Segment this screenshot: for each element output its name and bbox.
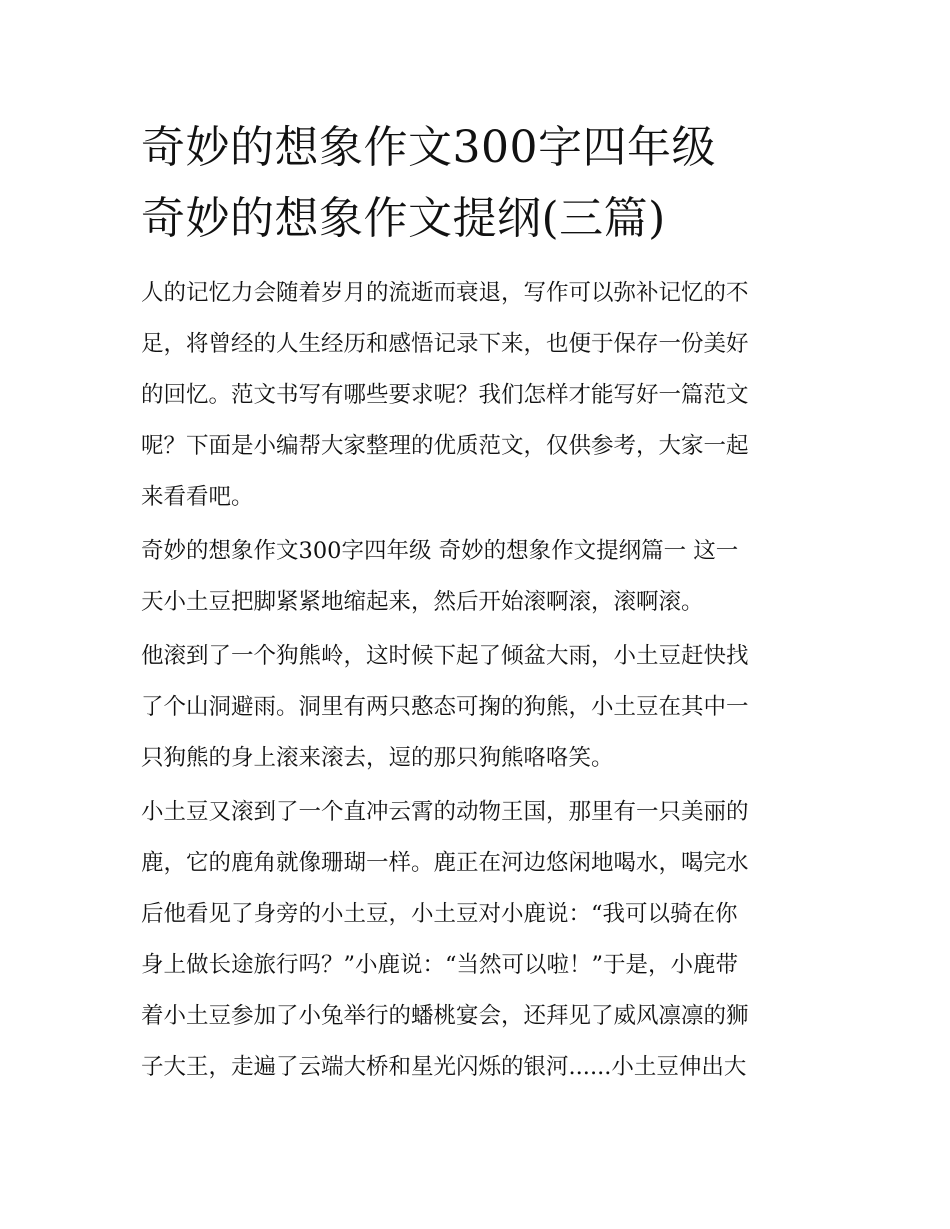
paragraph-animal-kingdom <box>141 787 816 1093</box>
text-line: 他滚到了一个狗熊岭，这时候下起了倾盆大雨，小土豆赶快找 <box>141 643 749 669</box>
paragraph-essay-heading <box>141 526 816 628</box>
text-line: 的回忆。范文书写有哪些要求呢？我们怎样才能写好一篇范文 <box>141 382 749 408</box>
text-line: 后他看见了身旁的小土豆，小土豆对小鹿说：“我可以骑在你 <box>141 901 738 927</box>
document-content <box>141 112 816 1096</box>
text-line: 天小土豆把脚紧紧地缩起来，然后开始滚啊滚，滚啊滚。 <box>141 589 704 615</box>
text-line: 来看看吧。 <box>141 484 254 510</box>
text-line: 了个山洞避雨。洞里有两只憨态可掬的狗熊，小土豆在其中一 <box>141 694 749 720</box>
document-body <box>141 268 816 1093</box>
text-line: 小土豆又滚到了一个直冲云霄的动物王国，那里有一只美丽的 <box>141 799 749 825</box>
text-line: 身上做长途旅行吗？”小鹿说：“当然可以啦！”于是，小鹿带 <box>141 952 739 978</box>
text-line: 呢？下面是小编帮大家整理的优质范文，仅供参考，大家一起 <box>141 433 749 459</box>
text-line: 子大王，走遍了云端大桥和星光闪烁的银河......小土豆伸出大 <box>141 1054 747 1080</box>
paragraph-bear-ridge <box>141 631 816 784</box>
text-line: 足，将曾经的人生经历和感悟记录下来，也便于保存一份美好 <box>141 331 749 357</box>
text-line: 鹿，它的鹿角就像珊瑚一样。鹿正在河边悠闲地喝水，喝完水 <box>141 850 749 876</box>
document-title <box>141 112 816 254</box>
text-line: 奇妙的想象作文300字四年级 奇妙的想象作文提纲篇一 这一 <box>141 538 739 564</box>
text-line: 只狗熊的身上滚来滚去，逗的那只狗熊咯咯笑。 <box>141 745 614 771</box>
text-line: 人的记忆力会随着岁月的流逝而衰退，写作可以弥补记忆的不 <box>141 280 749 306</box>
title-line: 奇妙的想象作文提纲(三篇) <box>141 193 666 244</box>
title-line: 奇妙的想象作文300字四年级 <box>141 122 716 173</box>
text-line: 着小土豆参加了小兔举行的蟠桃宴会，还拜见了威风凛凛的狮 <box>141 1003 749 1029</box>
paragraph-intro <box>141 268 816 523</box>
